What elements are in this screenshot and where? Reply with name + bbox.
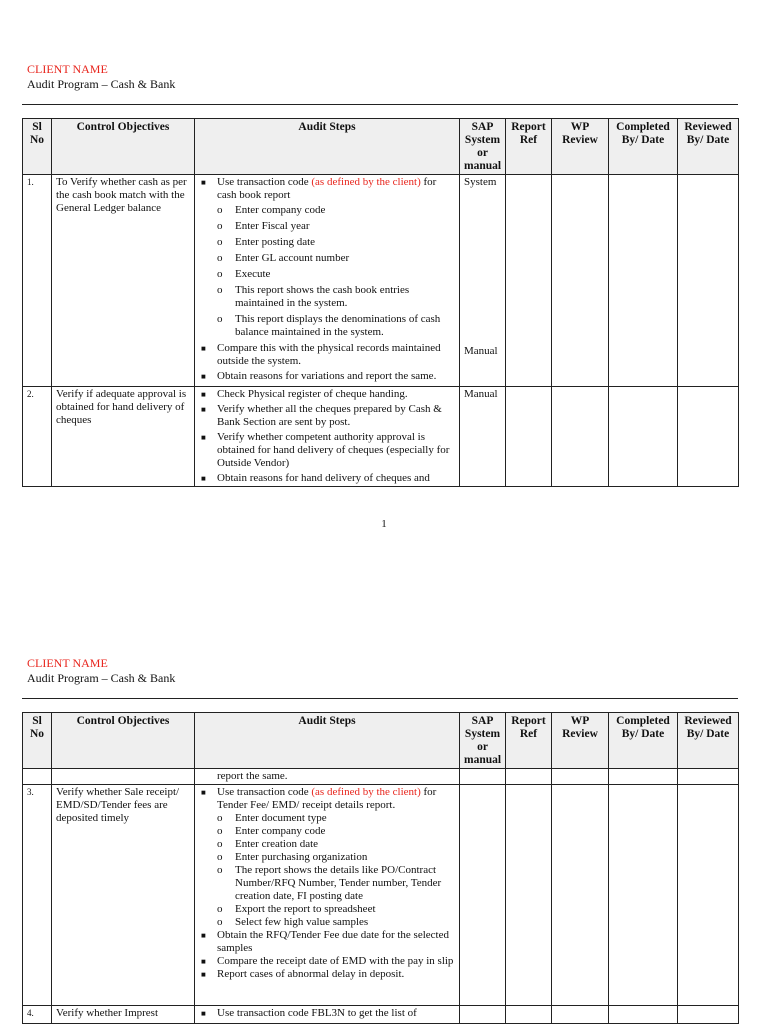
audit-step: ■ Obtain reasons for hand delivery of cheques and [201, 472, 430, 484]
report-ref-cell[interactable] [506, 387, 552, 487]
document-subtitle: Audit Program – Cash & Bank [27, 77, 176, 91]
col-header-reviewed: Reviewed By/ Date [678, 119, 739, 175]
sub-step: o Enter company code [217, 825, 326, 837]
col-header-reviewed: Reviewed By/ Date [678, 713, 739, 769]
audit-step: ■ Obtain reasons for variations and report the same. [201, 370, 437, 382]
control-objective: Verify if adequate approval is obtained for hand delivery of cheques [52, 387, 195, 487]
audit-step: ■ Use transaction code FBL3N to get the list of [201, 1007, 417, 1019]
sap-or-manual: System Manual [460, 175, 506, 387]
col-header-sl-no: Sl No [23, 119, 52, 175]
audit-step: ■ Obtain the RFQ/Tender Fee due date for the selected samples [201, 929, 449, 954]
table-row [23, 785, 739, 1006]
table-row [23, 1006, 739, 1024]
col-header-report-ref: Report Ref [506, 119, 552, 175]
completed-cell[interactable] [609, 785, 678, 1006]
col-header-sl-no: Sl No [23, 713, 52, 769]
audit-step: ■ Verify whether competent authority approval is obtained for hand delivery of cheques (especially for Outside Vendor) [201, 431, 450, 469]
col-header-completed: Completed By/ Date [609, 713, 678, 769]
header-divider [22, 698, 738, 699]
sub-step: o Select few high value samples [217, 916, 369, 928]
audit-step: ■ Compare this with the physical records maintained outside the system. [201, 342, 441, 367]
page-number: 1 [381, 518, 387, 530]
report-ref-cell[interactable] [506, 1006, 552, 1024]
col-header-wp-review: WP Review [552, 713, 609, 769]
control-objective: Verify whether Sale receipt/ EMD/SD/Tender fees are deposited timely [52, 785, 195, 1006]
document-subtitle: Audit Program – Cash & Bank [27, 671, 176, 685]
audit-step: ■ Compare the receipt date of EMD with the pay in slip [201, 955, 454, 967]
col-header-completed: Completed By/ Date [609, 119, 678, 175]
reviewed-cell[interactable] [678, 1006, 739, 1024]
table-header-row [23, 713, 739, 769]
sub-step: o Enter GL account number [217, 252, 350, 264]
col-header-audit-steps: Audit Steps [195, 119, 460, 175]
report-ref-cell[interactable] [506, 175, 552, 387]
sub-step: o Export the report to spreadsheet [217, 903, 376, 915]
sub-step: o Enter document type [217, 812, 327, 824]
audit-program-table [22, 712, 739, 1024]
audit-steps [195, 1006, 460, 1024]
continuation-text: report the same. [195, 769, 460, 785]
sap-or-manual [460, 1006, 506, 1024]
audit-steps [195, 387, 460, 487]
audit-steps [195, 785, 460, 1006]
row-number: 2. [23, 387, 52, 487]
wp-review-cell[interactable] [552, 785, 609, 1006]
sub-step: o This report displays the denominations of cash balance maintained in the system. [217, 313, 441, 338]
col-header-sap: SAP System or manual [460, 713, 506, 769]
client-name: CLIENT NAME [27, 656, 108, 670]
wp-review-cell[interactable] [552, 387, 609, 487]
client-name: CLIENT NAME [27, 62, 108, 76]
wp-review-cell[interactable] [552, 175, 609, 387]
col-header-report-ref: Report Ref [506, 713, 552, 769]
col-header-sap: SAP System or manual [460, 119, 506, 175]
table-row [23, 175, 739, 387]
audit-step: ■ Use transaction code (as defined by the client) for cash book report o Enter company code o Enter Fiscal year o Enter posting date o Enter GL account number o Execute o This report shows the cash book entries maintained in the system. o This report displays the denominations of cash balance maintained in the system. [199, 176, 455, 339]
reviewed-cell[interactable] [678, 175, 739, 387]
completed-cell[interactable] [609, 175, 678, 387]
control-objective: Verify whether Imprest [52, 1006, 195, 1024]
control-objective: To Verify whether cash as per the cash book match with the General Ledger balance [52, 175, 195, 387]
table-header-row [23, 119, 739, 175]
col-header-audit-steps: Audit Steps [195, 713, 460, 769]
audit-steps [195, 175, 460, 387]
reviewed-cell[interactable] [678, 785, 739, 1006]
completed-cell[interactable] [609, 387, 678, 487]
sap-or-manual [460, 785, 506, 1006]
audit-step: ■ Check Physical register of cheque handing. [201, 388, 408, 400]
row-number: 3. [23, 785, 52, 1006]
audit-step: ■ Verify whether all the cheques prepared by Cash & Bank Section are sent by post. [201, 403, 442, 428]
completed-cell[interactable] [609, 1006, 678, 1024]
col-header-control-objectives: Control Objectives [52, 119, 195, 175]
col-header-wp-review: WP Review [552, 119, 609, 175]
audit-program-table [22, 118, 739, 487]
wp-review-cell[interactable] [552, 1006, 609, 1024]
header-divider [22, 104, 738, 105]
sap-or-manual: Manual [460, 387, 506, 487]
row-number: 4. [23, 1006, 52, 1024]
report-ref-cell[interactable] [506, 785, 552, 1006]
audit-step: ■ Use transaction code (as defined by the client) for Tender Fee/ EMD/ receipt details report. o Enter document type o Enter company code o Enter creation date o Enter purchasing organization o The report shows the details like PO/Contract Number/RFQ Number, Tender number, Tender creation date, FI posting date o Export the report to spreadsheet o Select few high value samples [199, 786, 455, 929]
sub-step: o Enter posting date [217, 236, 316, 248]
col-header-control-objectives: Control Objectives [52, 713, 195, 769]
table-row [23, 769, 739, 785]
sub-step: o Enter company code [217, 204, 326, 216]
sub-step: o Enter Fiscal year [217, 220, 310, 232]
audit-step: ■ Report cases of abnormal delay in deposit. [201, 968, 405, 980]
sub-step: o This report shows the cash book entries maintained in the system. [217, 284, 410, 309]
sub-step: o The report shows the details like PO/Contract Number/RFQ Number, Tender number, Tender creation date, FI posting date [217, 864, 442, 902]
sub-step: o Execute [217, 268, 271, 280]
sub-step: o Enter creation date [217, 838, 319, 850]
table-row [23, 387, 739, 487]
sub-step: o Enter purchasing organization [217, 851, 368, 863]
row-number: 1. [23, 175, 52, 387]
reviewed-cell[interactable] [678, 387, 739, 487]
